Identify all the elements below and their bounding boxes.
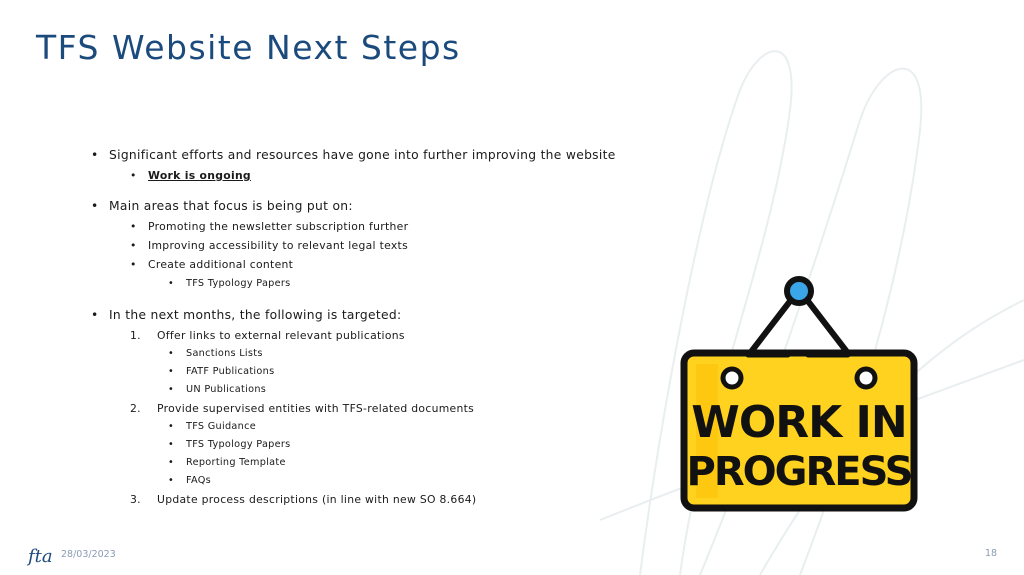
item-text: Provide supervised entities with TFS-related documents [157, 402, 475, 415]
page-number: 18 [985, 548, 998, 559]
sub-sub-bullet-item [168, 439, 291, 450]
sub-sub-bullet-item [168, 348, 263, 359]
bullet-text: TFS Guidance [186, 421, 256, 432]
bullet-dot-icon: • [168, 421, 175, 432]
bullet-item [91, 148, 616, 162]
bullet-text: Promoting the newsletter subscription further [148, 220, 409, 233]
bullet-text: TFS Typology Papers [186, 278, 291, 289]
bullet-dot-icon: • [130, 258, 137, 271]
item-text: Update process descriptions (in line with new SO 8.664) [157, 493, 477, 506]
sub-sub-bullet-item [168, 278, 291, 289]
sign-text-line-2: PROGRESS [686, 449, 912, 495]
bullet-text: Main areas that focus is being put on: [109, 199, 353, 213]
bullet-dot-icon: • [168, 384, 175, 395]
bullet-item [91, 308, 401, 322]
sub-bullet-item [130, 220, 408, 233]
bullet-dot-icon: • [91, 148, 99, 162]
bullet-dot-icon: • [130, 220, 137, 233]
numbered-item [130, 493, 476, 506]
bullet-text: Sanctions Lists [186, 348, 263, 359]
bullet-dot-icon: • [91, 308, 99, 322]
bullet-dot-icon: • [168, 278, 175, 289]
fta-logo-text: fta [28, 546, 53, 567]
sub-bullet-item [130, 258, 293, 271]
bullet-dot-icon: • [130, 239, 137, 252]
bullet-dot-icon: • [168, 475, 175, 486]
bullet-text: In the next months, the following is targeted: [109, 308, 402, 322]
sub-sub-bullet-item [168, 421, 256, 432]
bullet-dot-icon: • [91, 199, 99, 213]
sub-bullet-item [130, 239, 408, 252]
fta-logo [26, 540, 60, 570]
item-number: 1. [130, 329, 141, 342]
sub-sub-bullet-item [168, 366, 274, 377]
footer-date: 28/03/2023 [61, 549, 116, 560]
sub-sub-bullet-item [168, 475, 211, 486]
item-number: 2. [130, 402, 141, 415]
item-number: 3. [130, 493, 141, 506]
sub-bullet-item [130, 169, 251, 182]
bullet-dot-icon: • [168, 348, 175, 359]
bullet-text: Work is ongoing [148, 169, 251, 182]
bullet-text: Create additional content [148, 258, 294, 271]
bullet-text: Improving accessibility to relevant legal texts [148, 239, 409, 252]
sub-sub-bullet-item [168, 384, 266, 395]
bullet-item [91, 199, 353, 213]
bullet-text: FATF Publications [186, 366, 275, 377]
bullet-text: FAQs [186, 475, 212, 486]
bullet-text: Significant efforts and resources have gone into further improving the website [109, 148, 616, 162]
slide-title: TFS Website Next Steps [36, 28, 461, 67]
bullet-dot-icon: • [168, 366, 175, 377]
numbered-item [130, 402, 474, 415]
bullet-text: Reporting Template [186, 457, 286, 468]
work-in-progress-sign-icon [676, 274, 926, 519]
item-text: Offer links to external relevant publications [157, 329, 405, 342]
numbered-item [130, 329, 405, 342]
sub-sub-bullet-item [168, 457, 286, 468]
sign-text-line-1: WORK IN [691, 397, 907, 448]
bullet-dot-icon: • [168, 439, 175, 450]
bullet-dot-icon: • [168, 457, 175, 468]
bullet-dot-icon: • [130, 169, 137, 182]
bullet-text: TFS Typology Papers [186, 439, 291, 450]
bullet-text: UN Publications [186, 384, 267, 395]
